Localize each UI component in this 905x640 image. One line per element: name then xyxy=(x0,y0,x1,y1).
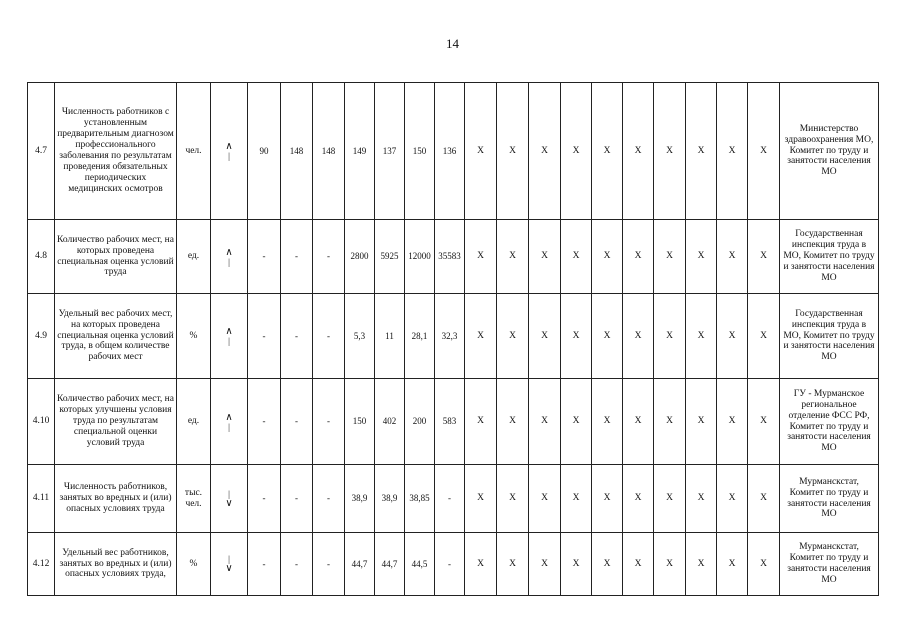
x-cell: X xyxy=(529,379,561,465)
x-cell: X xyxy=(717,533,748,596)
x-cell: X xyxy=(748,379,780,465)
arrow-up-icon: ∧ | xyxy=(225,411,233,432)
x-cell: X xyxy=(465,294,497,379)
value-cell: 148 xyxy=(313,83,345,220)
x-cell: X xyxy=(561,379,592,465)
arrow-up-icon: ∧ | xyxy=(225,141,233,161)
x-cell: X xyxy=(497,83,529,220)
responsible-org: Государственная инспекция труда в МО, Комитет по труду и занятости населения МО xyxy=(780,220,879,294)
x-cell: X xyxy=(686,83,717,220)
x-cell: X xyxy=(623,294,654,379)
x-cell: X xyxy=(529,83,561,220)
value-cell: 11 xyxy=(375,294,405,379)
value-cell: 12000 xyxy=(405,220,435,294)
row-number: 4.12 xyxy=(28,533,55,596)
indicator-name: Удельный вес работников, занятых во вредных и (или) опасных условиях труда, xyxy=(55,533,177,596)
x-cell: X xyxy=(686,533,717,596)
value-cell: 149 xyxy=(345,83,375,220)
value-cell: 28,1 xyxy=(405,294,435,379)
x-cell: X xyxy=(686,294,717,379)
x-cell: X xyxy=(686,465,717,533)
arrow-down-icon: | ∨ xyxy=(225,554,233,574)
table-row xyxy=(28,379,879,465)
x-cell: X xyxy=(717,465,748,533)
x-cell: X xyxy=(654,533,686,596)
x-cell: X xyxy=(748,83,780,220)
unit: чел. xyxy=(177,83,211,220)
value-cell: 583 xyxy=(435,379,465,465)
x-cell: X xyxy=(561,220,592,294)
value-cell: 402 xyxy=(375,379,405,465)
x-cell: X xyxy=(623,379,654,465)
indicator-name: Количество рабочих мест, на которых проведена специальная оценка условий труда xyxy=(55,220,177,294)
value-cell: 5925 xyxy=(375,220,405,294)
x-cell: X xyxy=(561,83,592,220)
value-cell: - xyxy=(281,379,313,465)
value-cell: 44,7 xyxy=(345,533,375,596)
x-cell: X xyxy=(686,220,717,294)
x-cell: X xyxy=(654,465,686,533)
x-cell: X xyxy=(465,220,497,294)
value-cell: - xyxy=(248,465,281,533)
arrow-down-icon: | ∨ xyxy=(225,488,233,509)
value-cell: 44,5 xyxy=(405,533,435,596)
value-cell: - xyxy=(281,220,313,294)
x-cell: X xyxy=(592,533,623,596)
x-cell: X xyxy=(592,83,623,220)
row-number: 4.8 xyxy=(28,220,55,294)
x-cell: X xyxy=(529,220,561,294)
indicator-name: Численность работников, занятых во вредных и (или) опасных условиях труда xyxy=(55,465,177,533)
value-cell: - xyxy=(248,294,281,379)
x-cell: X xyxy=(654,294,686,379)
x-cell: X xyxy=(561,294,592,379)
value-cell: - xyxy=(435,465,465,533)
responsible-org: Министерство здравоохранения МО, Комитет по труду и занятости населения МО xyxy=(780,83,879,220)
table-row xyxy=(28,533,879,596)
row-number: 4.9 xyxy=(28,294,55,379)
trend-arrow xyxy=(211,465,248,533)
x-cell: X xyxy=(686,379,717,465)
row-number: 4.7 xyxy=(28,83,55,220)
value-cell: - xyxy=(281,465,313,533)
value-cell: - xyxy=(313,220,345,294)
x-cell: X xyxy=(497,379,529,465)
unit: % xyxy=(177,294,211,379)
arrow-up-icon: ∧ | xyxy=(225,246,233,267)
value-cell: 148 xyxy=(281,83,313,220)
x-cell: X xyxy=(465,465,497,533)
x-cell: X xyxy=(561,465,592,533)
responsible-org: Государственная инспекция труда в МО, Комитет по труду и занятости населения МО xyxy=(780,294,879,379)
value-cell: 5,3 xyxy=(345,294,375,379)
row-number: 4.11 xyxy=(28,465,55,533)
x-cell: X xyxy=(592,220,623,294)
x-cell: X xyxy=(529,465,561,533)
trend-arrow xyxy=(211,83,248,220)
unit: ед. xyxy=(177,220,211,294)
value-cell: 44,7 xyxy=(375,533,405,596)
x-cell: X xyxy=(497,533,529,596)
x-cell: X xyxy=(654,83,686,220)
value-cell: 150 xyxy=(405,83,435,220)
value-cell: - xyxy=(248,533,281,596)
x-cell: X xyxy=(623,220,654,294)
x-cell: X xyxy=(592,294,623,379)
value-cell: - xyxy=(248,220,281,294)
value-cell: - xyxy=(313,294,345,379)
arrow-up-icon: ∧ | xyxy=(225,326,233,346)
value-cell: - xyxy=(313,465,345,533)
x-cell: X xyxy=(465,533,497,596)
x-cell: X xyxy=(717,379,748,465)
value-cell: 136 xyxy=(435,83,465,220)
value-cell: - xyxy=(313,533,345,596)
x-cell: X xyxy=(497,220,529,294)
x-cell: X xyxy=(717,83,748,220)
x-cell: X xyxy=(497,294,529,379)
value-cell: - xyxy=(435,533,465,596)
value-cell: 200 xyxy=(405,379,435,465)
value-cell: 90 xyxy=(248,83,281,220)
x-cell: X xyxy=(654,379,686,465)
indicator-name: Количество рабочих мест, на которых улучшены условия труда по результатам специальной оценки условий труда xyxy=(55,379,177,465)
value-cell: 137 xyxy=(375,83,405,220)
trend-arrow xyxy=(211,533,248,596)
page-number: 14 xyxy=(446,36,459,51)
x-cell: X xyxy=(592,465,623,533)
responsible-org: ГУ - Мурманское региональное отделение ФСС РФ, Комитет по труду и занятости населения МО xyxy=(780,379,879,465)
x-cell: X xyxy=(748,220,780,294)
x-cell: X xyxy=(592,379,623,465)
x-cell: X xyxy=(717,220,748,294)
x-cell: X xyxy=(717,294,748,379)
value-cell: 38,9 xyxy=(345,465,375,533)
x-cell: X xyxy=(561,533,592,596)
indicator-name: Удельный вес рабочих мест, на которых проведена специальная оценка условий труда, в общем количестве рабочих мест xyxy=(55,294,177,379)
value-cell: 35583 xyxy=(435,220,465,294)
x-cell: X xyxy=(748,465,780,533)
x-cell: X xyxy=(748,294,780,379)
value-cell: 38,9 xyxy=(375,465,405,533)
x-cell: X xyxy=(529,533,561,596)
trend-arrow xyxy=(211,294,248,379)
trend-arrow xyxy=(211,379,248,465)
table-row xyxy=(28,294,879,379)
unit: ед. xyxy=(177,379,211,465)
indicators-table xyxy=(27,82,879,596)
indicator-name: Численность работников с установленным предварительным диагнозом профессионального заболевания по результатам проведения обязательных периодических медицинских осмотров xyxy=(55,83,177,220)
value-cell: - xyxy=(313,379,345,465)
responsible-org: Мурманскстат, Комитет по труду и занятости населения МО xyxy=(780,465,879,533)
trend-arrow xyxy=(211,220,248,294)
value-cell: - xyxy=(281,533,313,596)
x-cell: X xyxy=(497,465,529,533)
table-row xyxy=(28,83,879,220)
value-cell: - xyxy=(281,294,313,379)
x-cell: X xyxy=(654,220,686,294)
x-cell: X xyxy=(465,83,497,220)
table-row xyxy=(28,465,879,533)
unit: тыс. чел. xyxy=(177,465,211,533)
x-cell: X xyxy=(748,533,780,596)
value-cell: 38,85 xyxy=(405,465,435,533)
value-cell: - xyxy=(248,379,281,465)
responsible-org: Мурманскстат, Комитет по труду и занятости населения МО xyxy=(780,533,879,596)
x-cell: X xyxy=(465,379,497,465)
unit: % xyxy=(177,533,211,596)
x-cell: X xyxy=(623,465,654,533)
x-cell: X xyxy=(623,83,654,220)
value-cell: 150 xyxy=(345,379,375,465)
x-cell: X xyxy=(529,294,561,379)
value-cell: 2800 xyxy=(345,220,375,294)
table-row xyxy=(28,220,879,294)
row-number: 4.10 xyxy=(28,379,55,465)
x-cell: X xyxy=(623,533,654,596)
value-cell: 32,3 xyxy=(435,294,465,379)
